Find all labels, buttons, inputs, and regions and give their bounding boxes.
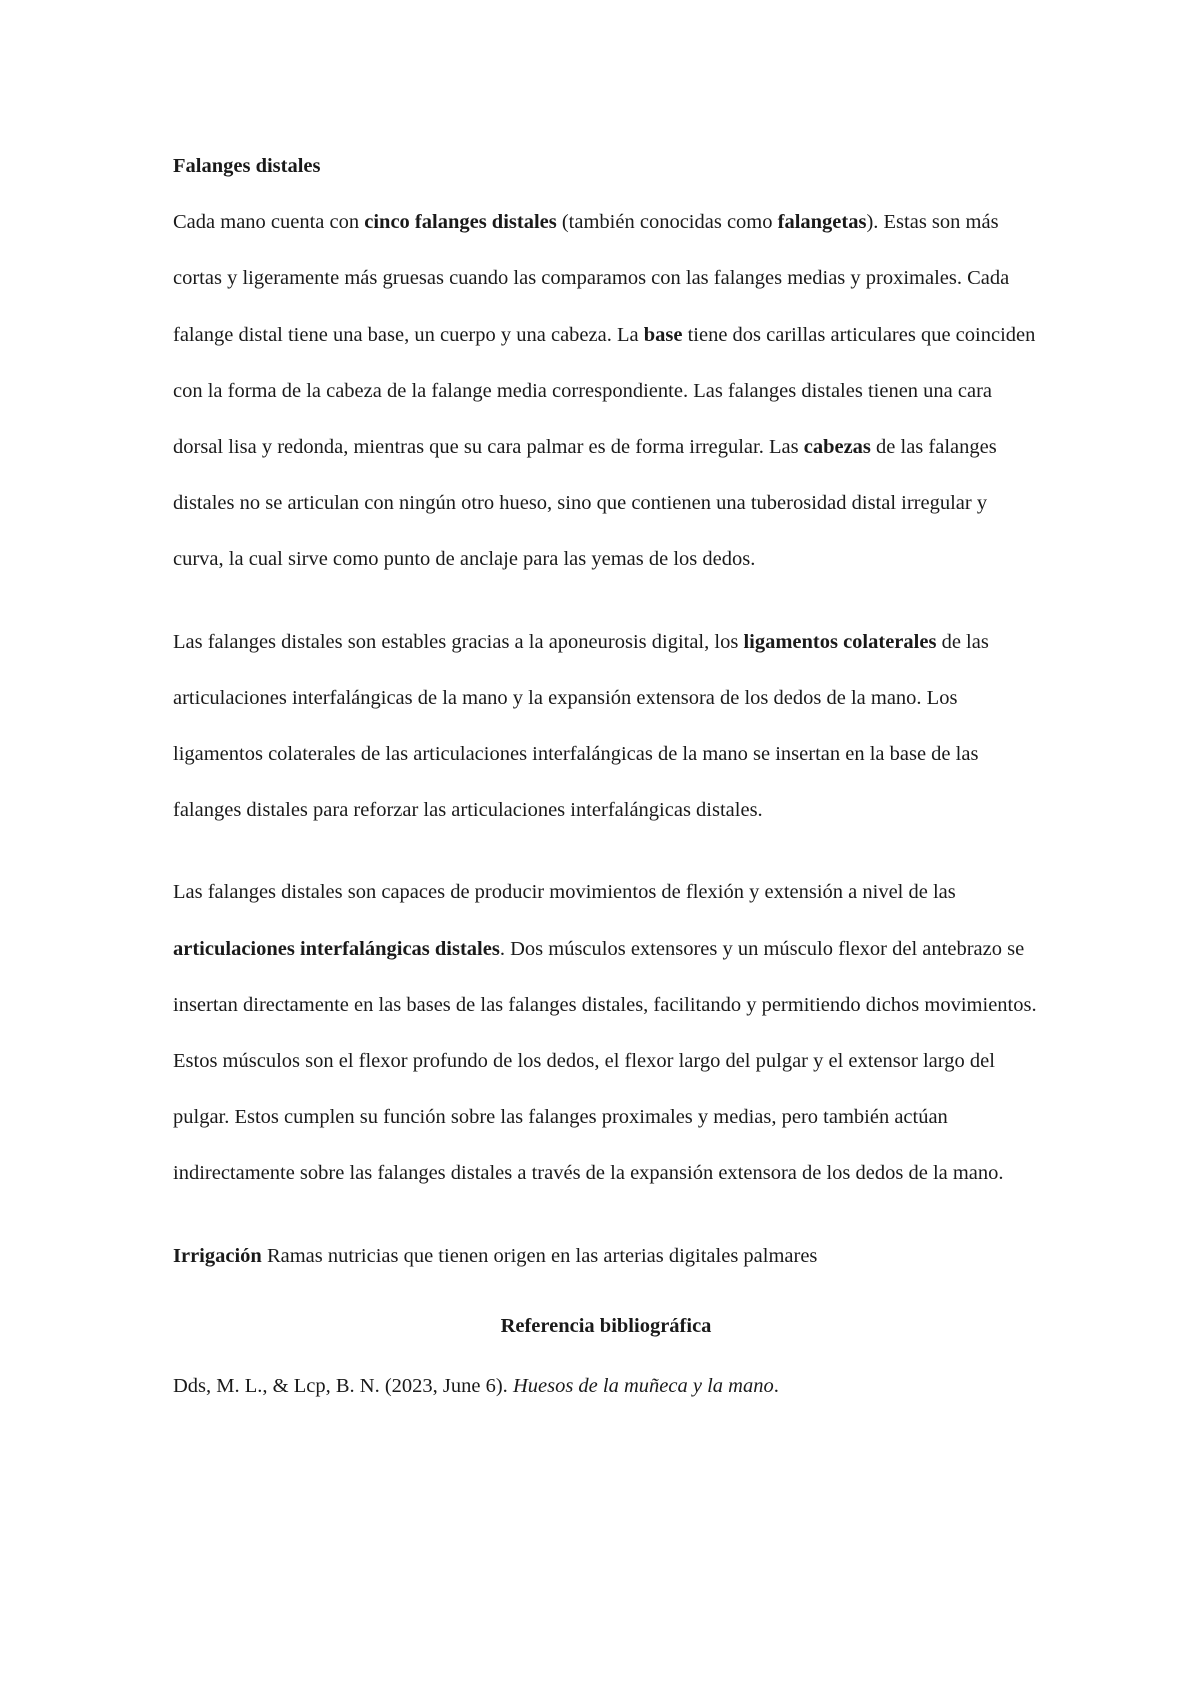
- paragraph-irrigation: [173, 1228, 1039, 1284]
- bold-term: articulaciones interfalángicas distales: [173, 937, 500, 960]
- reference-entry: [173, 1358, 1039, 1414]
- references-heading: Referencia bibliográfica: [500, 1314, 712, 1337]
- reference-title: Huesos de la muñeca y la mano: [512, 1375, 774, 1398]
- section-heading: Falanges distales: [173, 155, 321, 177]
- text-run: Cada mano cuenta con: [173, 211, 365, 234]
- paragraph-movement: [173, 864, 1039, 1201]
- text-run: de las falanges distales no se articulan con ningún otro hueso, sino que contienen una tuberosidad distal irregular y curva, la cual sirve como punto de anclaje para las yemas de los dedos.: [173, 436, 997, 571]
- bold-term: cabezas: [803, 436, 871, 459]
- text-run: Las falanges distales son estables gracias a la aponeurosis digital, los: [173, 630, 744, 653]
- irrigation-text: Ramas nutricias que tienen origen en las arterias digitales palmares: [261, 1244, 818, 1267]
- bold-term: cinco falanges distales: [364, 211, 557, 234]
- reference-end: .: [773, 1375, 779, 1398]
- irrigation-label: Irrigación: [173, 1244, 262, 1267]
- text-run: Las falanges distales son capaces de producir movimientos de flexión y extensión a nivel de las: [173, 881, 956, 904]
- bold-term: falangetas: [777, 211, 867, 234]
- bold-term: base: [643, 323, 683, 346]
- paragraph-description: [173, 194, 1039, 587]
- document-page: [173, 138, 1039, 1414]
- text-run: tiene dos carillas articulares que coinciden con la forma de la cabeza de la falange media correspondiente. Las falanges distales tienen una cara dorsal lisa y redonda, mientras que su cara palmar es de forma irregular. Las: [173, 323, 1036, 459]
- paragraph-stability: [173, 614, 1039, 839]
- text-run: de las articulaciones interfalángicas de la mano y la expansión extensora de los dedos de la mano. Los ligamentos colaterales de las articulaciones interfalángicas de la mano se insertan en la base de las falanges distales para reforzar las articulaciones interfalángicas distales.: [173, 630, 989, 822]
- text-run: ). Estas son más cortas y ligeramente más gruesas cuando las comparamos con las falanges medias y proximales. Cada falange distal tiene una base, un cuerpo y una cabeza. La: [173, 211, 1010, 346]
- text-run: (también conocidas como: [556, 211, 778, 234]
- text-run: . Dos músculos extensores y un músculo flexor del antebrazo se insertan directamente en las bases de las falanges distales, facilitando y permitiendo dichos movimientos. Estos músculos son el flexor profundo de los dedos, el flexor largo del pulgar y el extensor largo del pulgar. Estos cumplen su función sobre las falanges proximales y medias, pero también actúan indirectamente sobre las falanges distales a través de la expansión extensora de los dedos de la mano.: [173, 937, 1037, 1185]
- reference-authors: Dds, M. L., & Lcp, B. N. (2023, June 6).: [173, 1375, 513, 1398]
- bold-term: ligamentos colaterales: [743, 630, 937, 653]
